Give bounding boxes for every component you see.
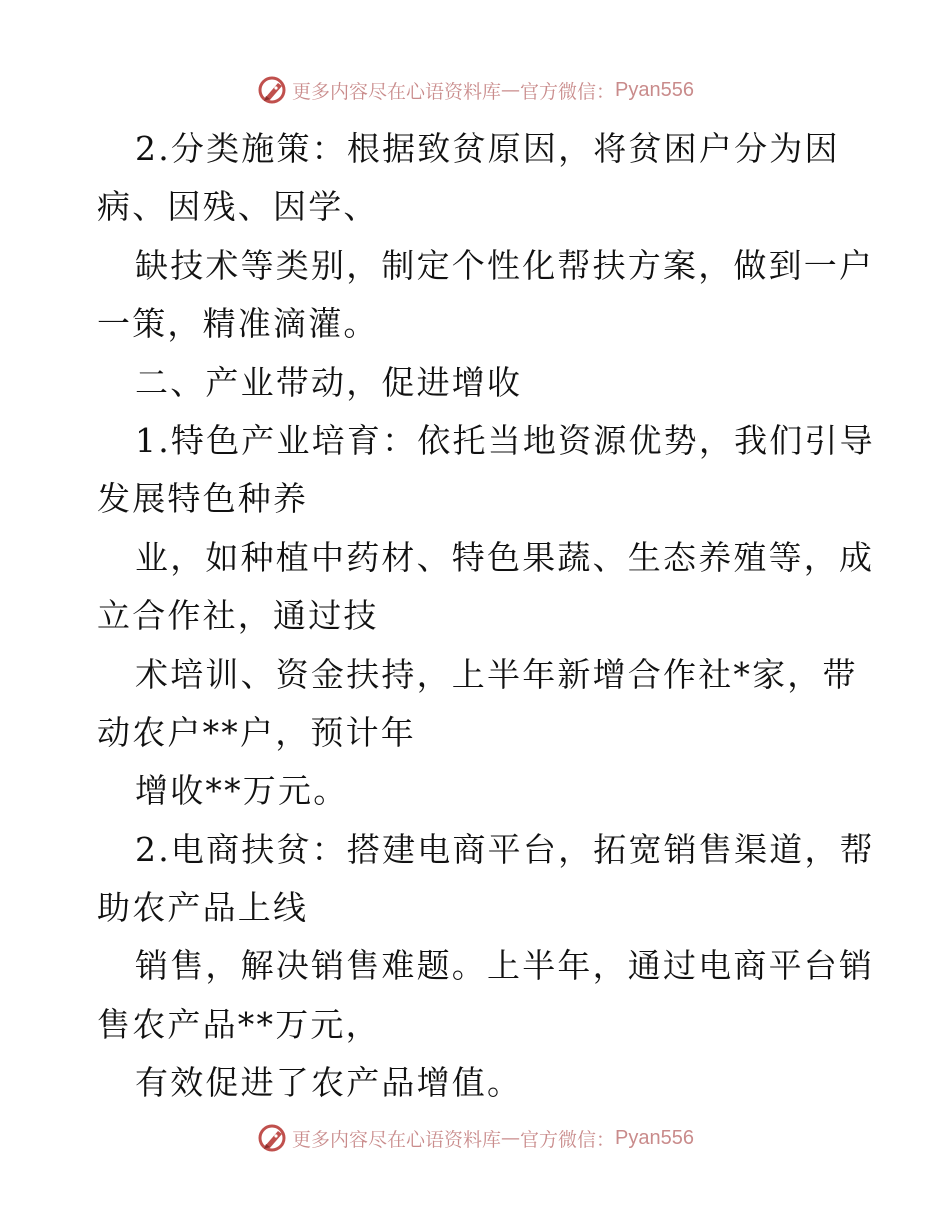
banner-main-text: 更多内容尽在心语资料库 <box>292 80 502 103</box>
text-line: 立合作社，通过技 <box>97 596 379 636</box>
text-line: 业，如种植中药材、特色果蔬、生态养殖等，成 <box>135 537 875 577</box>
banner-wechat-id: Pyan556 <box>615 78 694 101</box>
banner-wechat-label: 官方微信： <box>520 1128 616 1151</box>
text-line: 有效促进了农产品增值。 <box>135 1063 523 1103</box>
text-line: 2.分类施策：根据致贫原因，将贫困户分为因 <box>135 129 840 168</box>
header-banner <box>0 70 950 110</box>
pen-nib-logo-icon <box>256 74 288 106</box>
banner-dash: — <box>501 79 521 101</box>
text-line: 动农户**户，预计年 <box>97 712 416 752</box>
text-line: 术培训、资金扶持，上半年新增合作社*家，带 <box>135 654 858 694</box>
body-text <box>97 120 875 1113</box>
banner-wechat-id: Pyan556 <box>615 1126 694 1149</box>
text-line: 缺技术等类别，制定个性化帮扶方案，做到一户 <box>135 245 875 285</box>
banner-dash: — <box>501 1127 521 1149</box>
banner-main-text: 更多内容尽在心语资料库 <box>292 1128 502 1151</box>
section-heading: 二、产业带动，促进增收 <box>135 362 523 402</box>
footer-banner <box>0 1118 950 1158</box>
text-line: 一策，精准滴灌。 <box>97 304 379 344</box>
banner-wechat-label: 官方微信： <box>520 80 616 103</box>
text-line: 病、因残、因学、 <box>97 187 379 227</box>
text-line: 助农产品上线 <box>97 888 309 928</box>
text-line: 发展特色种养 <box>97 479 309 519</box>
text-line: 1.特色产业培育：依托当地资源优势，我们引导 <box>135 420 875 460</box>
pen-nib-logo-icon <box>256 1122 288 1154</box>
text-line: 销售，解决销售难题。上半年，通过电商平台销 <box>135 946 875 986</box>
text-line: 售农产品**万元， <box>97 1004 381 1044</box>
text-line: 增收**万元。 <box>135 771 349 811</box>
text-line: 2.电商扶贫：搭建电商平台，拓宽销售渠道，帮 <box>135 829 875 869</box>
